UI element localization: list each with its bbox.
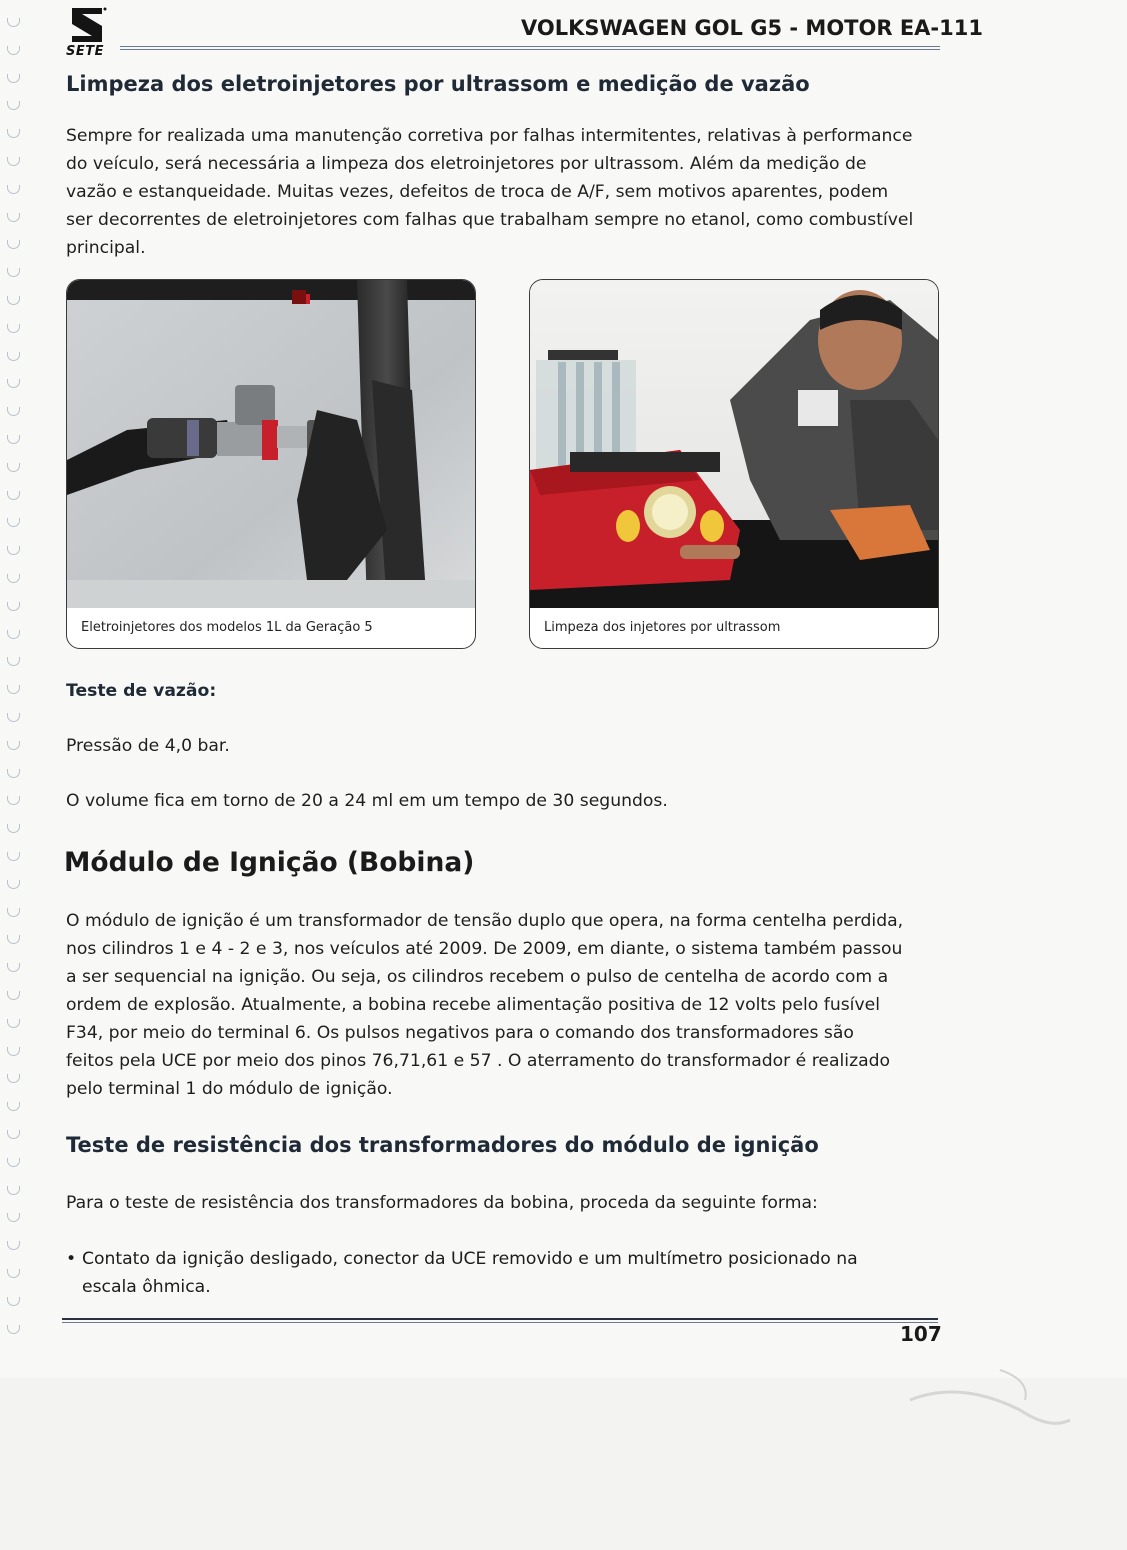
binding-ring bbox=[7, 1130, 20, 1139]
binding-ring bbox=[7, 518, 20, 527]
paragraph-line: do veículo, será necessária a limpeza dos eletroinjetores por ultrassom. Além da medição de bbox=[66, 154, 867, 174]
binding-ring bbox=[7, 1186, 20, 1195]
binding-ring bbox=[7, 741, 20, 750]
binding-ring bbox=[7, 74, 20, 83]
bullet-icon: • bbox=[66, 1249, 77, 1269]
logo-text: SETE bbox=[66, 44, 104, 59]
binding-ring bbox=[7, 713, 20, 722]
binding-ring bbox=[7, 824, 20, 833]
paragraph-line: principal. bbox=[66, 238, 146, 258]
sete-logo bbox=[64, 6, 116, 58]
paragraph-line: feitos pela UCE por meio dos pinos 76,71,61 e 57 . O aterramento do transformador é realizado bbox=[66, 1051, 891, 1071]
paragraph-line: nos cilindros 1 e 4 - 2 e 3, nos veículos até 2009. De 2009, em diante, o sistema também passou bbox=[66, 939, 903, 959]
binding-ring bbox=[7, 463, 20, 472]
binding-ring bbox=[7, 1074, 20, 1083]
figure-injectors bbox=[66, 279, 476, 649]
flow-test-title: Teste de vazão: bbox=[66, 681, 217, 701]
binding-ring bbox=[7, 1269, 20, 1278]
binding-ring bbox=[7, 991, 20, 1000]
binding-ring bbox=[7, 1213, 20, 1222]
figure-caption: Limpeza dos injetores por ultrassom bbox=[544, 620, 781, 635]
binding-ring bbox=[7, 574, 20, 583]
binding-ring bbox=[7, 213, 20, 222]
bullet-text bbox=[82, 1245, 940, 1301]
bullet-line: Contato da ignição desligado, conector da UCE removido e um multímetro posicionado na bbox=[82, 1249, 858, 1269]
figure-ultrasound bbox=[529, 279, 939, 649]
binding-ring bbox=[7, 296, 20, 305]
binding-ring bbox=[7, 18, 20, 27]
binding-ring bbox=[7, 935, 20, 944]
paragraph-line: ordem de explosão. Atualmente, a bobina recebe alimentação positiva de 12 volts pelo fusível bbox=[66, 995, 880, 1015]
paragraph-line: ser decorrentes de eletroinjetores com falhas que trabalham sempre no etanol, como combustível bbox=[66, 210, 914, 230]
binding-ring bbox=[7, 352, 20, 361]
binding-ring bbox=[7, 379, 20, 388]
binding-ring bbox=[7, 491, 20, 500]
binding-ring bbox=[7, 852, 20, 861]
header-title: VOLKSWAGEN GOL G5 - MOTOR EA-111 bbox=[521, 16, 983, 40]
paper-smudge bbox=[900, 1360, 1080, 1450]
binding-ring bbox=[7, 435, 20, 444]
binding-ring bbox=[7, 324, 20, 333]
sete-logo-icon bbox=[68, 6, 108, 44]
flow-test-pressure: Pressão de 4,0 bar. bbox=[66, 736, 230, 756]
injectors-section-title: Limpeza dos eletroinjetores por ultrassom e medição de vazão bbox=[66, 72, 810, 96]
binding-ring bbox=[7, 685, 20, 694]
binding-ring bbox=[7, 1158, 20, 1167]
fuel-injector-photo bbox=[67, 280, 475, 608]
binding-ring bbox=[7, 1019, 20, 1028]
paragraph-line: a ser sequencial na ignição. Ou seja, os cilindros recebem o pulso de centelha de acordo com a bbox=[66, 967, 889, 987]
ultrasonic-cleaner-photo bbox=[530, 280, 938, 608]
binding-ring bbox=[7, 630, 20, 639]
paragraph-line: O módulo de ignição é um transformador de tensão duplo que opera, na forma centelha perdida, bbox=[66, 911, 904, 931]
binding-ring bbox=[7, 1325, 20, 1334]
header-rule bbox=[120, 46, 940, 50]
binding-ring bbox=[7, 407, 20, 416]
binding-ring bbox=[7, 268, 20, 277]
figure-caption: Eletroinjetores dos modelos 1L da Geração 5 bbox=[81, 620, 373, 635]
spiral-binding bbox=[4, 18, 26, 1358]
binding-ring bbox=[7, 1047, 20, 1056]
binding-ring bbox=[7, 1241, 20, 1250]
binding-ring bbox=[7, 657, 20, 666]
binding-ring bbox=[7, 880, 20, 889]
paragraph-line: pelo terminal 1 do módulo de ignição. bbox=[66, 1079, 393, 1099]
paragraph-line: Sempre for realizada uma manutenção corretiva por falhas intermitentes, relativas à performance bbox=[66, 126, 913, 146]
footer-rule bbox=[62, 1318, 938, 1323]
resistance-test-intro: Para o teste de resistência dos transformadores da bobina, proceda da seguinte forma: bbox=[66, 1193, 818, 1213]
paragraph-line: vazão e estanqueidade. Muitas vezes, defeitos de troca de A/F, sem motivos aparentes, podem bbox=[66, 182, 889, 202]
paragraph-line: F34, por meio do terminal 6. Os pulsos negativos para o comando dos transformadores são bbox=[66, 1023, 854, 1043]
binding-ring bbox=[7, 602, 20, 611]
binding-ring bbox=[7, 963, 20, 972]
binding-ring bbox=[7, 769, 20, 778]
binding-ring bbox=[7, 46, 20, 55]
binding-ring bbox=[7, 185, 20, 194]
binding-ring bbox=[7, 796, 20, 805]
resistance-test-title: Teste de resistência dos transformadores do módulo de ignição bbox=[66, 1133, 819, 1157]
flow-test-volume: O volume fica em torno de 20 a 24 ml em um tempo de 30 segundos. bbox=[66, 791, 668, 811]
binding-ring bbox=[7, 157, 20, 166]
binding-ring bbox=[7, 129, 20, 138]
binding-ring bbox=[7, 908, 20, 917]
binding-ring bbox=[7, 1102, 20, 1111]
binding-ring bbox=[7, 101, 20, 110]
page-number: 107 bbox=[900, 1322, 942, 1346]
binding-ring bbox=[7, 546, 20, 555]
binding-ring bbox=[7, 1297, 20, 1306]
bullet-line: escala ôhmica. bbox=[82, 1277, 211, 1297]
ignition-module-title: Módulo de Ignição (Bobina) bbox=[64, 847, 475, 878]
binding-ring bbox=[7, 240, 20, 249]
